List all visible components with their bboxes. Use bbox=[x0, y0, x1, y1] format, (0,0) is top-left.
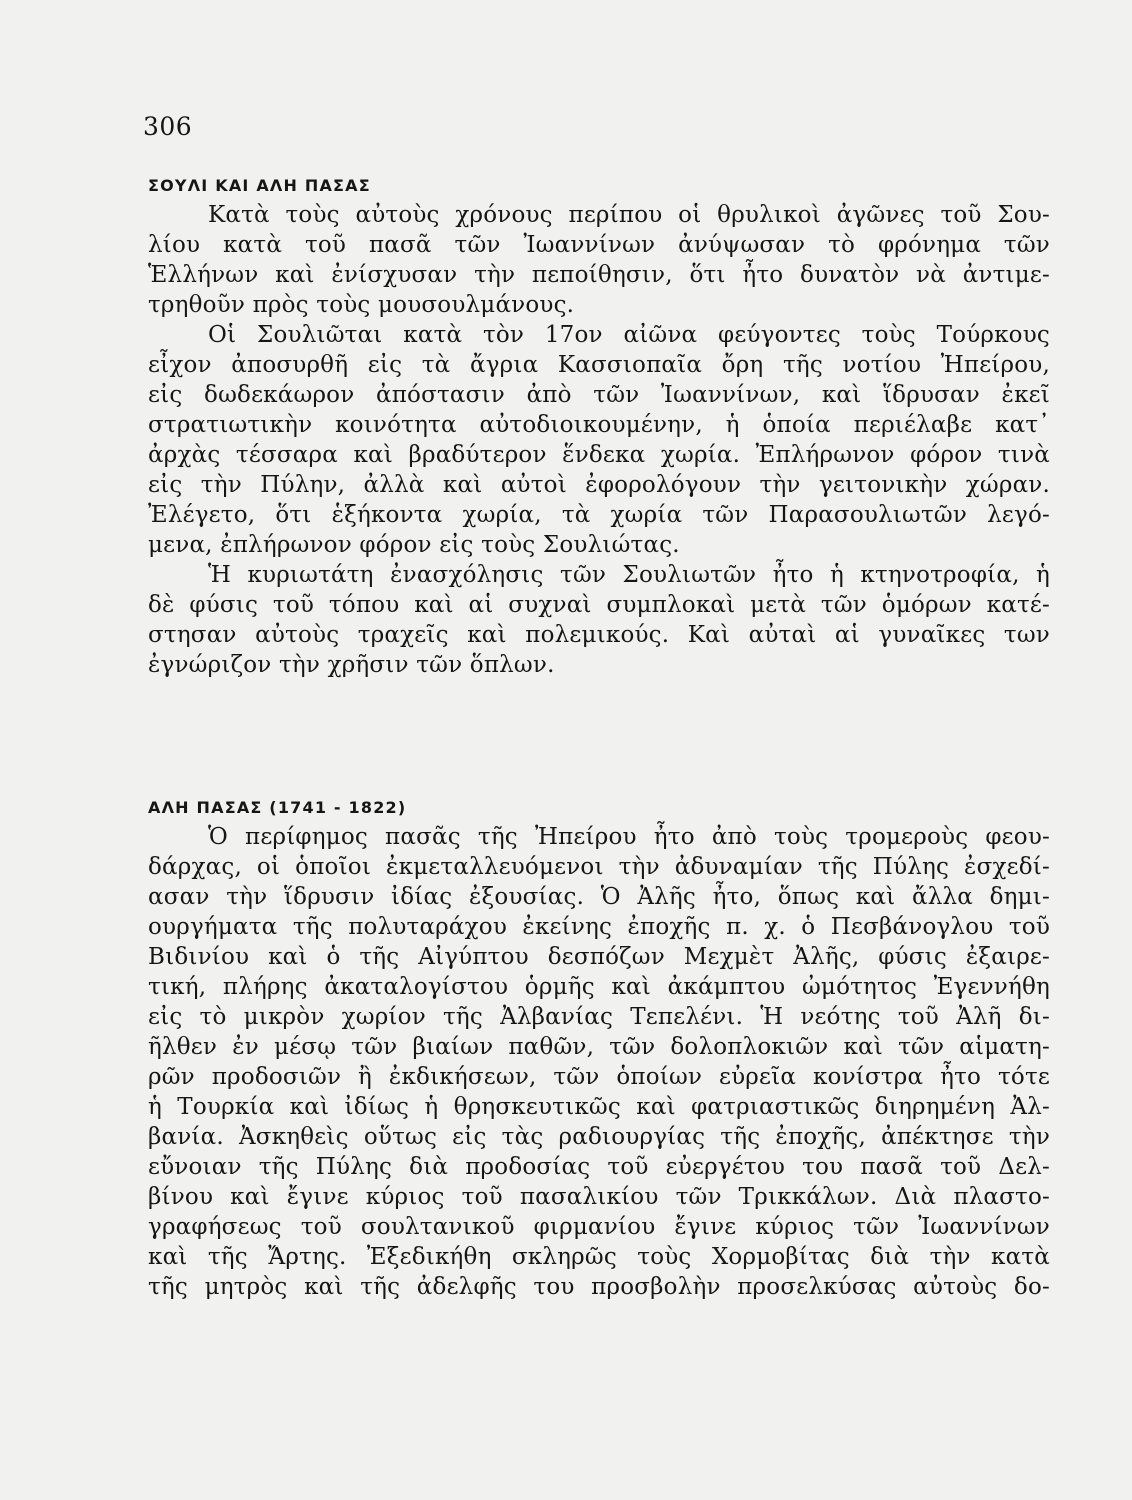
text-line: τρηθοῦν πρὸς τοὺς μουσουλμάνους. bbox=[148, 292, 575, 318]
section-heading-souli: ΣΟΥΛΙ ΚΑΙ ΑΛΗ ΠΑΣΑΣ bbox=[148, 176, 371, 195]
section-heading-ali-pasha: ΑΛΗ ΠΑΣΑΣ (1741 - 1822) bbox=[148, 798, 407, 817]
text-line: ἀρχὰς τέσσαρα καὶ βραδύτερον ἕνδεκα χωρία. Ἐπλήρωνον φόρον τινὰ bbox=[148, 442, 1050, 468]
text-line: καὶ τῆς Ἄρτης. Ἐξεδικήθη σκληρῶς τοὺς Χορμοβίτας διὰ τὴν κατὰ bbox=[148, 1244, 1050, 1270]
text-line: εἰς δωδεκάωρον ἀπόστασιν ἀπὸ τῶν Ἰωαννίνων, καὶ ἵδρυσαν ἐκεῖ bbox=[148, 382, 1050, 408]
text-line: εἶχον ἀποσυρθῆ εἰς τὰ ἄγρια Κασσιοπαῖα ὄρη τῆς νοτίου Ἠπείρου, bbox=[148, 352, 1050, 378]
section-body-ali-pasha bbox=[148, 822, 1050, 1302]
page-number: 306 bbox=[143, 112, 193, 141]
text-line: βανία. Ἀσκηθεὶς οὕτως εἰς τὰς ραδιουργίας τῆς ἐποχῆς, ἀπέκτησε τὴν bbox=[148, 1124, 1050, 1150]
text-line: Ἐλέγετο, ὅτι ἑξήκοντα χωρία, τὰ χωρία τῶν Παρασουλιωτῶν λεγό- bbox=[148, 502, 1050, 528]
text-line: βίνου καὶ ἔγινε κύριος τοῦ πασαλικίου τῶν Τρικκάλων. Διὰ πλαστο- bbox=[148, 1184, 1050, 1210]
text-line: μενα, ἐπλήρωνον φόρον εἰς τοὺς Σουλιώτας. bbox=[148, 532, 680, 558]
section-body-souli bbox=[148, 200, 1050, 680]
text-line: λίου κατὰ τοῦ πασᾶ τῶν Ἰωαννίνων ἀνύψωσαν τὸ φρόνημα τῶν bbox=[148, 232, 1050, 258]
text-line: Οἱ Σουλιῶται κατὰ τὸν 17ον αἰῶνα φεύγοντες τοὺς Τούρκους bbox=[208, 322, 1050, 348]
text-line: στησαν αὐτοὺς τραχεῖς καὶ πολεμικούς. Καὶ αὐταὶ αἱ γυναῖκες των bbox=[148, 622, 1050, 648]
text-line: στρατιωτικὴν κοινότητα αὐτοδιοικουμένην, ἡ ὁποία περιέλαβε κατ᾿ bbox=[148, 412, 1050, 438]
text-line: ἡ Τουρκία καὶ ἰδίως ἡ θρησκευτικῶς καὶ φατριαστικῶς διηρημένη Ἀλ- bbox=[148, 1094, 1050, 1120]
text-line: δάρχας, οἱ ὁποῖοι ἐκμεταλλευόμενοι τὴν ἀδυναμίαν τῆς Πύλης ἐσχεδί- bbox=[148, 854, 1050, 880]
text-line: ῆλθεν ἐν μέσῳ τῶν βιαίων παθῶν, τῶν δολοπλοκιῶν καὶ τῶν αἱματη- bbox=[148, 1034, 1050, 1060]
text-line: Ὁ περίφημος πασᾶς τῆς Ἠπείρου ἦτο ἀπὸ τοὺς τρομεροὺς φεου- bbox=[208, 824, 1050, 850]
text-line: γραφήσεως τοῦ σουλτανικοῦ φιρμανίου ἔγινε κύριος τῶν Ἰωαννίνων bbox=[148, 1214, 1050, 1240]
text-line: Κατὰ τοὺς αὐτοὺς χρόνους περίπου οἱ θρυλικοὶ ἀγῶνες τοῦ Σου- bbox=[208, 202, 1050, 228]
text-line: τική, πλήρης ἀκαταλογίστου ὁρμῆς καὶ ἀκάμπτου ὠμότητος Ἐγεννήθη bbox=[148, 974, 1050, 1000]
text-line: εἰς τὸ μικρὸν χωρίον τῆς Ἀλβανίας Τεπελένι. Ἡ νεότης τοῦ Ἀλῆ δι- bbox=[148, 1004, 1050, 1030]
text-line: ρῶν προδοσιῶν ἢ ἐκδικήσεων, τῶν ὁποίων εὐρεῖα κονίστρα ἦτο τότε bbox=[148, 1064, 1050, 1090]
text-line: ουργήματα τῆς πολυταράχου ἐκείνης ἐποχῆς π. χ. ὁ Πεσβάνογλου τοῦ bbox=[148, 914, 1050, 940]
text-line: Ἑλλήνων καὶ ἐνίσχυσαν τὴν πεποίθησιν, ὅτι ἦτο δυνατὸν νὰ ἀντιμε- bbox=[148, 262, 1050, 288]
text-line: εἰς τὴν Πύλην, ἀλλὰ καὶ αὐτοὶ ἐφορολόγουν τὴν γειτονικὴν χώραν. bbox=[148, 472, 1050, 498]
text-line: ασαν τὴν ἵδρυσιν ἰδίας ἐξουσίας. Ὁ Ἀλῆς ἦτο, ὅπως καὶ ἄλλα δημι- bbox=[148, 884, 1050, 910]
text-line: Βιδινίου καὶ ὁ τῆς Αἰγύπτου δεσπόζων Μεχμὲτ Ἀλῆς, φύσις ἐξαιρε- bbox=[148, 944, 1050, 970]
text-line: τῆς μητρὸς καὶ τῆς ἀδελφῆς του προσβολὴν προσελκύσας αὐτοὺς δο- bbox=[148, 1274, 1050, 1300]
text-line: δὲ φύσις τοῦ τόπου καὶ αἱ συχναὶ συμπλοκαὶ μετὰ τῶν ὁμόρων κατέ- bbox=[148, 592, 1050, 618]
text-line: ἐγνώριζον τὴν χρῆσιν τῶν ὅπλων. bbox=[148, 652, 555, 678]
text-line: εὔνοιαν τῆς Πύλης διὰ προδοσίας τοῦ εὐεργέτου του πασᾶ τοῦ Δελ- bbox=[148, 1154, 1050, 1180]
text-line: Ἡ κυριωτάτη ἐνασχόλησις τῶν Σουλιωτῶν ἦτο ἡ κτηνοτροφία, ἡ bbox=[208, 562, 1050, 588]
